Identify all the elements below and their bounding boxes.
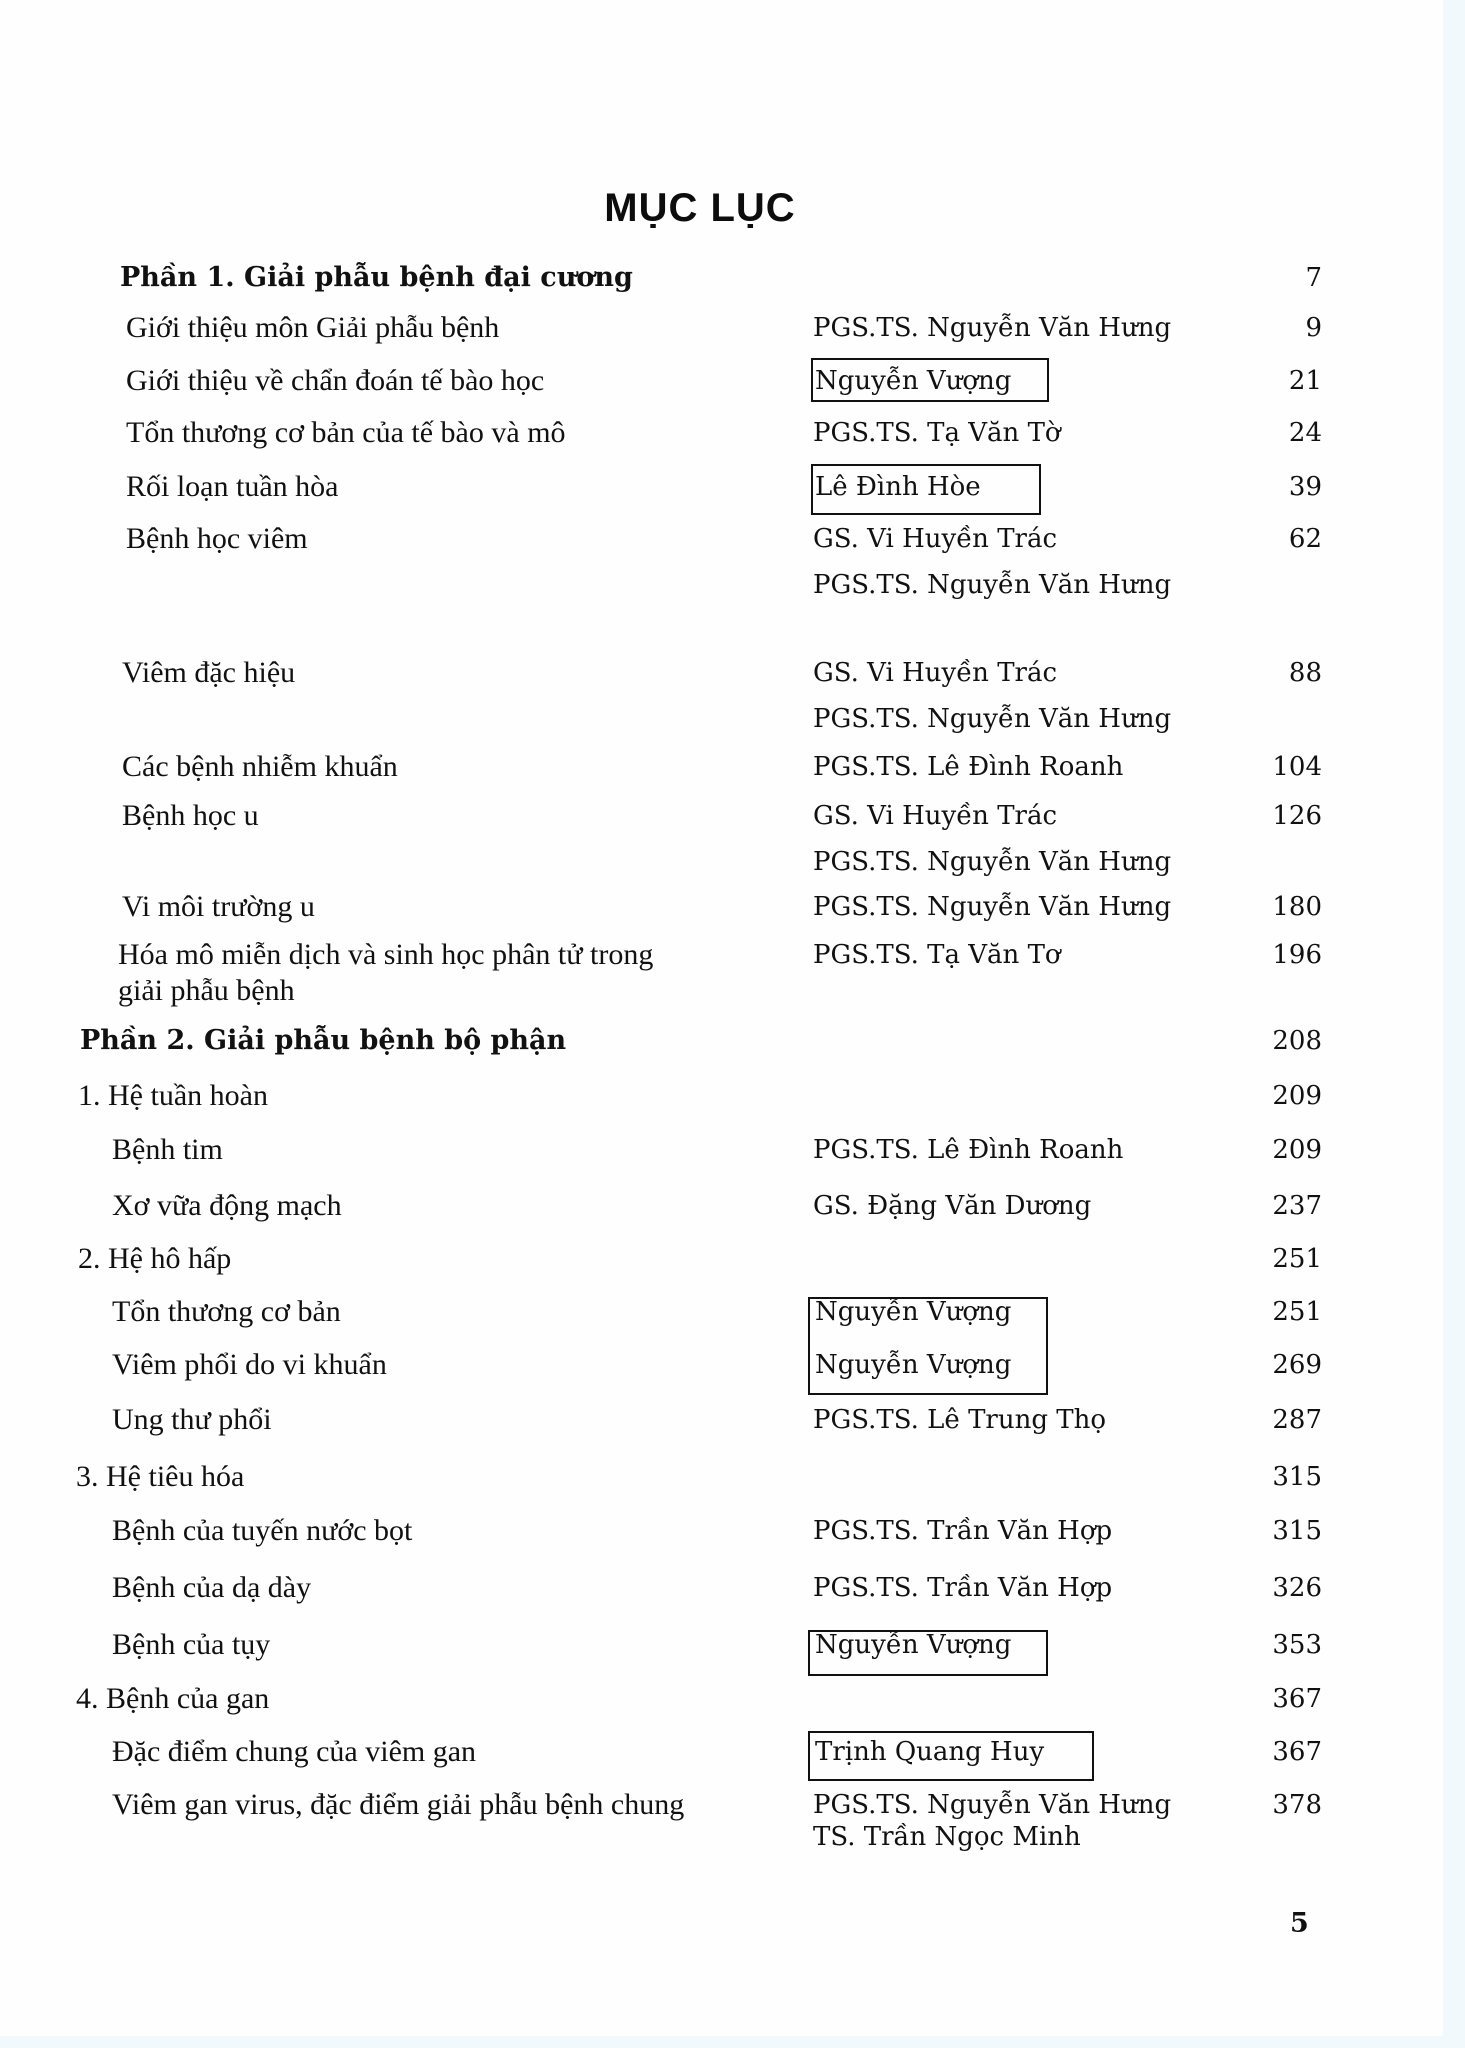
page-ref: 367 [1272,1737,1322,1767]
page-ref: 315 [1272,1462,1322,1492]
chapter-author: Trịnh Quang Huy [815,1737,1045,1767]
chapter-title: Xơ vữa động mạch [112,1189,342,1222]
page-title: MỤC LỤC [604,186,796,230]
chapter-title: Đặc điểm chung của viêm gan [112,1735,477,1768]
page-ref: 326 [1272,1573,1322,1603]
chapter-title: Các bệnh nhiễm khuẩn [122,750,398,783]
page-ref: 378 [1272,1790,1322,1820]
author-highlight-box [808,1731,1094,1781]
author-highlight-box [808,1630,1048,1676]
chapter-author: TS. Trần Ngọc Minh [813,1822,1081,1852]
chapter-title: Bệnh của tuyến nước bọt [112,1514,413,1547]
page-ref: 126 [1272,801,1322,831]
chapter-title: Vi môi trường u [122,890,315,923]
chapter-author: PGS.TS. Lê Đình Roanh [813,752,1124,782]
part-heading: Phần 2. Giải phẫu bệnh bộ phận [80,1025,567,1056]
chapter-author: PGS.TS. Nguyễn Văn Hưng [813,313,1172,343]
page-ref: 251 [1272,1244,1322,1274]
page-ref: 287 [1272,1405,1322,1435]
chapter-title: Viêm gan virus, đặc điểm giải phẫu bệnh chung [112,1788,685,1821]
chapter-author: GS. Vi Huyền Trác [813,524,1058,554]
section-heading: 1. Hệ tuần hoàn [78,1079,268,1112]
chapter-title-line2: giải phẫu bệnh [118,974,295,1007]
chapter-author: PGS.TS. Lê Trung Thọ [813,1405,1106,1435]
chapter-author: PGS.TS. Nguyễn Văn Hưng [813,704,1172,734]
chapter-title: Tổn thương cơ bản [112,1295,341,1328]
chapter-title: Ung thư phổi [112,1403,272,1436]
chapter-title: Viêm đặc hiệu [122,656,296,689]
page-ref: 208 [1272,1026,1322,1056]
chapter-author: GS. Vi Huyền Trác [813,801,1058,831]
chapter-author: GS. Vi Huyền Trác [813,658,1058,688]
page-ref: 21 [1288,366,1322,396]
chapter-author: Nguyễn Vượng [815,1630,1012,1660]
section-heading: 2. Hệ hô hấp [78,1242,232,1275]
chapter-author: Nguyễn Vượng [815,366,1012,396]
scan-edge-bottom [0,2036,1465,2048]
chapter-title: Viêm phổi do vi khuẩn [112,1348,387,1381]
chapter-author: PGS.TS. Tạ Văn Tơ [813,940,1061,970]
chapter-title: Rối loạn tuần hòa [126,470,339,503]
page-ref: 9 [1305,313,1322,343]
chapter-author: Nguyễn Vượng [815,1350,1012,1380]
page-ref: 24 [1288,418,1322,448]
author-highlight-box [811,358,1049,402]
part-heading: Phần 1. Giải phẫu bệnh đại cương [120,262,633,293]
page-ref: 251 [1272,1297,1322,1327]
chapter-author: PGS.TS. Trần Văn Hợp [813,1516,1113,1546]
chapter-author: Nguyễn Vượng [815,1297,1012,1327]
chapter-author: PGS.TS. Nguyễn Văn Hưng [813,892,1172,922]
page-ref: 88 [1288,658,1322,688]
page-ref: 62 [1288,524,1322,554]
chapter-title: Hóa mô miễn dịch và sinh học phân tử trong [118,938,654,971]
page-ref: 209 [1272,1081,1322,1111]
author-highlight-box [811,464,1041,515]
page-ref: 269 [1272,1350,1322,1380]
page-ref: 180 [1272,892,1322,922]
chapter-title: Bệnh của tụy [112,1628,271,1661]
page-ref: 315 [1272,1516,1322,1546]
chapter-author: PGS.TS. Trần Văn Hợp [813,1573,1113,1603]
page-ref: 7 [1305,263,1322,293]
chapter-author: PGS.TS. Nguyễn Văn Hưng [813,1790,1172,1820]
page-ref: 353 [1272,1630,1322,1660]
page-ref: 196 [1272,940,1322,970]
chapter-author: Lê Đình Hòe [815,472,981,502]
chapter-author: PGS.TS. Nguyễn Văn Hưng [813,847,1172,877]
chapter-author: PGS.TS. Lê Đình Roanh [813,1135,1124,1165]
chapter-title: Giới thiệu về chẩn đoán tế bào học [126,364,545,397]
chapter-title: Tổn thương cơ bản của tế bào và mô [126,416,566,449]
page-number: 5 [1290,1908,1309,1939]
page-ref: 39 [1288,472,1322,502]
chapter-title: Bệnh tim [112,1133,223,1166]
chapter-title: Bệnh học viêm [126,522,308,555]
scan-edge-right [1443,0,1465,2048]
page-ref: 367 [1272,1684,1322,1714]
chapter-author: GS. Đặng Văn Dương [813,1191,1092,1221]
chapter-author: PGS.TS. Tạ Văn Tờ [813,418,1061,448]
author-highlight-box [808,1297,1048,1395]
chapter-author: PGS.TS. Nguyễn Văn Hưng [813,570,1172,600]
page-ref: 237 [1272,1191,1322,1221]
chapter-title: Giới thiệu môn Giải phẫu bệnh [126,311,500,344]
page-ref: 209 [1272,1135,1322,1165]
section-heading: 4. Bệnh của gan [76,1682,270,1715]
chapter-title: Bệnh học u [122,799,259,832]
page-ref: 104 [1272,752,1322,782]
section-heading: 3. Hệ tiêu hóa [76,1460,245,1493]
chapter-title: Bệnh của dạ dày [112,1571,312,1604]
